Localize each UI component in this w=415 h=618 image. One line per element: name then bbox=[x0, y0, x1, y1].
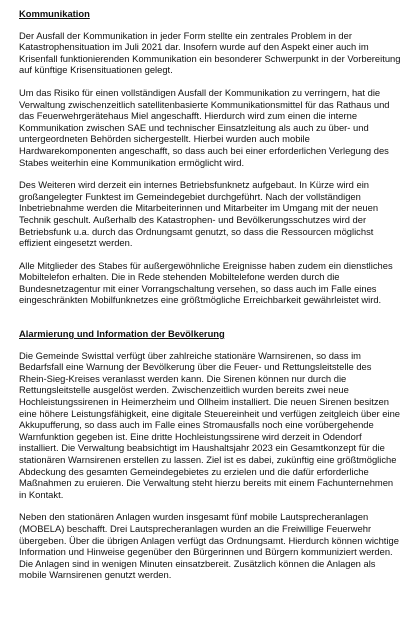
document-page bbox=[19, 8, 401, 592]
paragraph: Um das Risiko für einen vollständigen Ausfall der Kommunikation zu verringern, hat die Verwaltung zwischenzeitlich satellitenbasierte Kommunikationsmittel für das Rathaus und das Feuerwehrgerätehaus Miel angeschafft. Hierdurch wird zum einen die interne Kommunikation zwischen SAE und technischer Einsatzleitung als auch zu über- und untergeordneten Behörden sichergestellt. Hierbei wurden auch mobile Hardwarekomponenten angeschafft, so dass auch bei einer erforderlichen Verlegung des Stabes weiterhin eine Kommunikation ermöglicht wird. bbox=[19, 86, 390, 168]
paragraph: Neben den stationären Anlagen wurden insgesamt fünf mobile Lautsprecheranlagen (MOBELA) beschafft. Drei Lautsprecheranlagen wurden an die Freiwillige Feuerwehr übergeben. Über die übrigen Anlagen verfügt das Ordnungsamt. Hierdurch können wichtige Information und Hinweise gegenüber den Bürgerinnen und Bürgern kommuniziert werden. Die Anlagen sind in wenigen Minuten einsatzbereit. Zusätzlich können die Anlagen als mobile Warnsirenen genutzt werden. bbox=[19, 511, 399, 581]
paragraph: Des Weiteren wird derzeit ein internes Betriebsfunknetz aufgebaut. In Kürze wird ein großangelegter Funktest im Gemeindegebiet durchgeführt. Nach der vollständigen Inbetriebnahme werden die Mitarbeiterinnen und Mitarbeiter im Umgang mit der neuen Technik geschult. Außerhalb des Katastrophen- und Bevölkerungsschutzes wird der Betriebsfunk u.a. durch das Ordnungsamt genutzt, so dass die Ressourcen möglichst effizient eingesetzt werden. bbox=[19, 179, 379, 249]
paragraph: Der Ausfall der Kommunikation in jeder Form stellte ein zentrales Problem in der Katastrophensituation im Juli 2021 dar. Insofern wurde auf den Aspekt einer auch im Krisenfall funktionierenden Kommunikation ein besonderer Schwerpunkt in der Vorbereitung auf künftige Krisensituationen gelegt. bbox=[19, 29, 401, 76]
section-alarmierung bbox=[19, 328, 401, 581]
section-heading: Alarmierung und Information der Bevölkerung bbox=[19, 328, 225, 340]
section-spacer bbox=[19, 317, 401, 328]
section-heading: Kommunikation bbox=[19, 8, 90, 19]
section-kommunikation bbox=[19, 8, 401, 306]
paragraph: Die Gemeinde Swisttal verfügt über zahlreiche stationäre Warnsirenen, so dass im Bedarfsfall eine Warnung der Bevölkerung über die Feuer- und Rettungsleitstelle des Rhein-Sieg-Kreises veranlasst werden kann. Die Sirenen können nur durch die Rettungsleitstelle ausgelöst werden. Zwischenzeitlich wurden bereits zwei neue Hochleistungssirenen in Heimerzheim und Ollheim installiert. Die neuen Sirenen besitzen eine höhere Leistungsfähigkeit, eine digitale Steuereinheit und verfügen zeitgleich über eine Akkupufferung, so dass auch im Falle eines Stromausfalls noch eine vorübergehende Warnfunktion gegeben ist. Eine dritte Hochleistungssirene wird derzeit in Odendorf installiert. Die Verwaltung beabsichtigt im Haushaltsjahr 2023 ein Gesamtkonzept für die stationären Warnsirenen erstellen zu lassen. Ziel ist es dabei, zukünftig eine größtmögliche Abdeckung des gesamten Gemeindegebietes zu erzielen und die dafür erforderliche Maßnahmen zu eruieren. Die Verwaltung steht hierzu bereits mit einem Fachunternehmen in Kontakt. bbox=[19, 349, 400, 500]
paragraph: Alle Mitglieder des Stabes für außergewöhnliche Ereignisse haben zudem ein dienstliches Mobiltelefon erhalten. Die in Rede stehenden Mobiltelefone werden durch die Bundesnetzagentur mit einer Vorrangschaltung versehen, so dass auch im Falle eines eingeschränkten Mobilfunknetzes eine größtmögliche Erreichbarkeit gewährleistet wird. bbox=[19, 259, 393, 306]
